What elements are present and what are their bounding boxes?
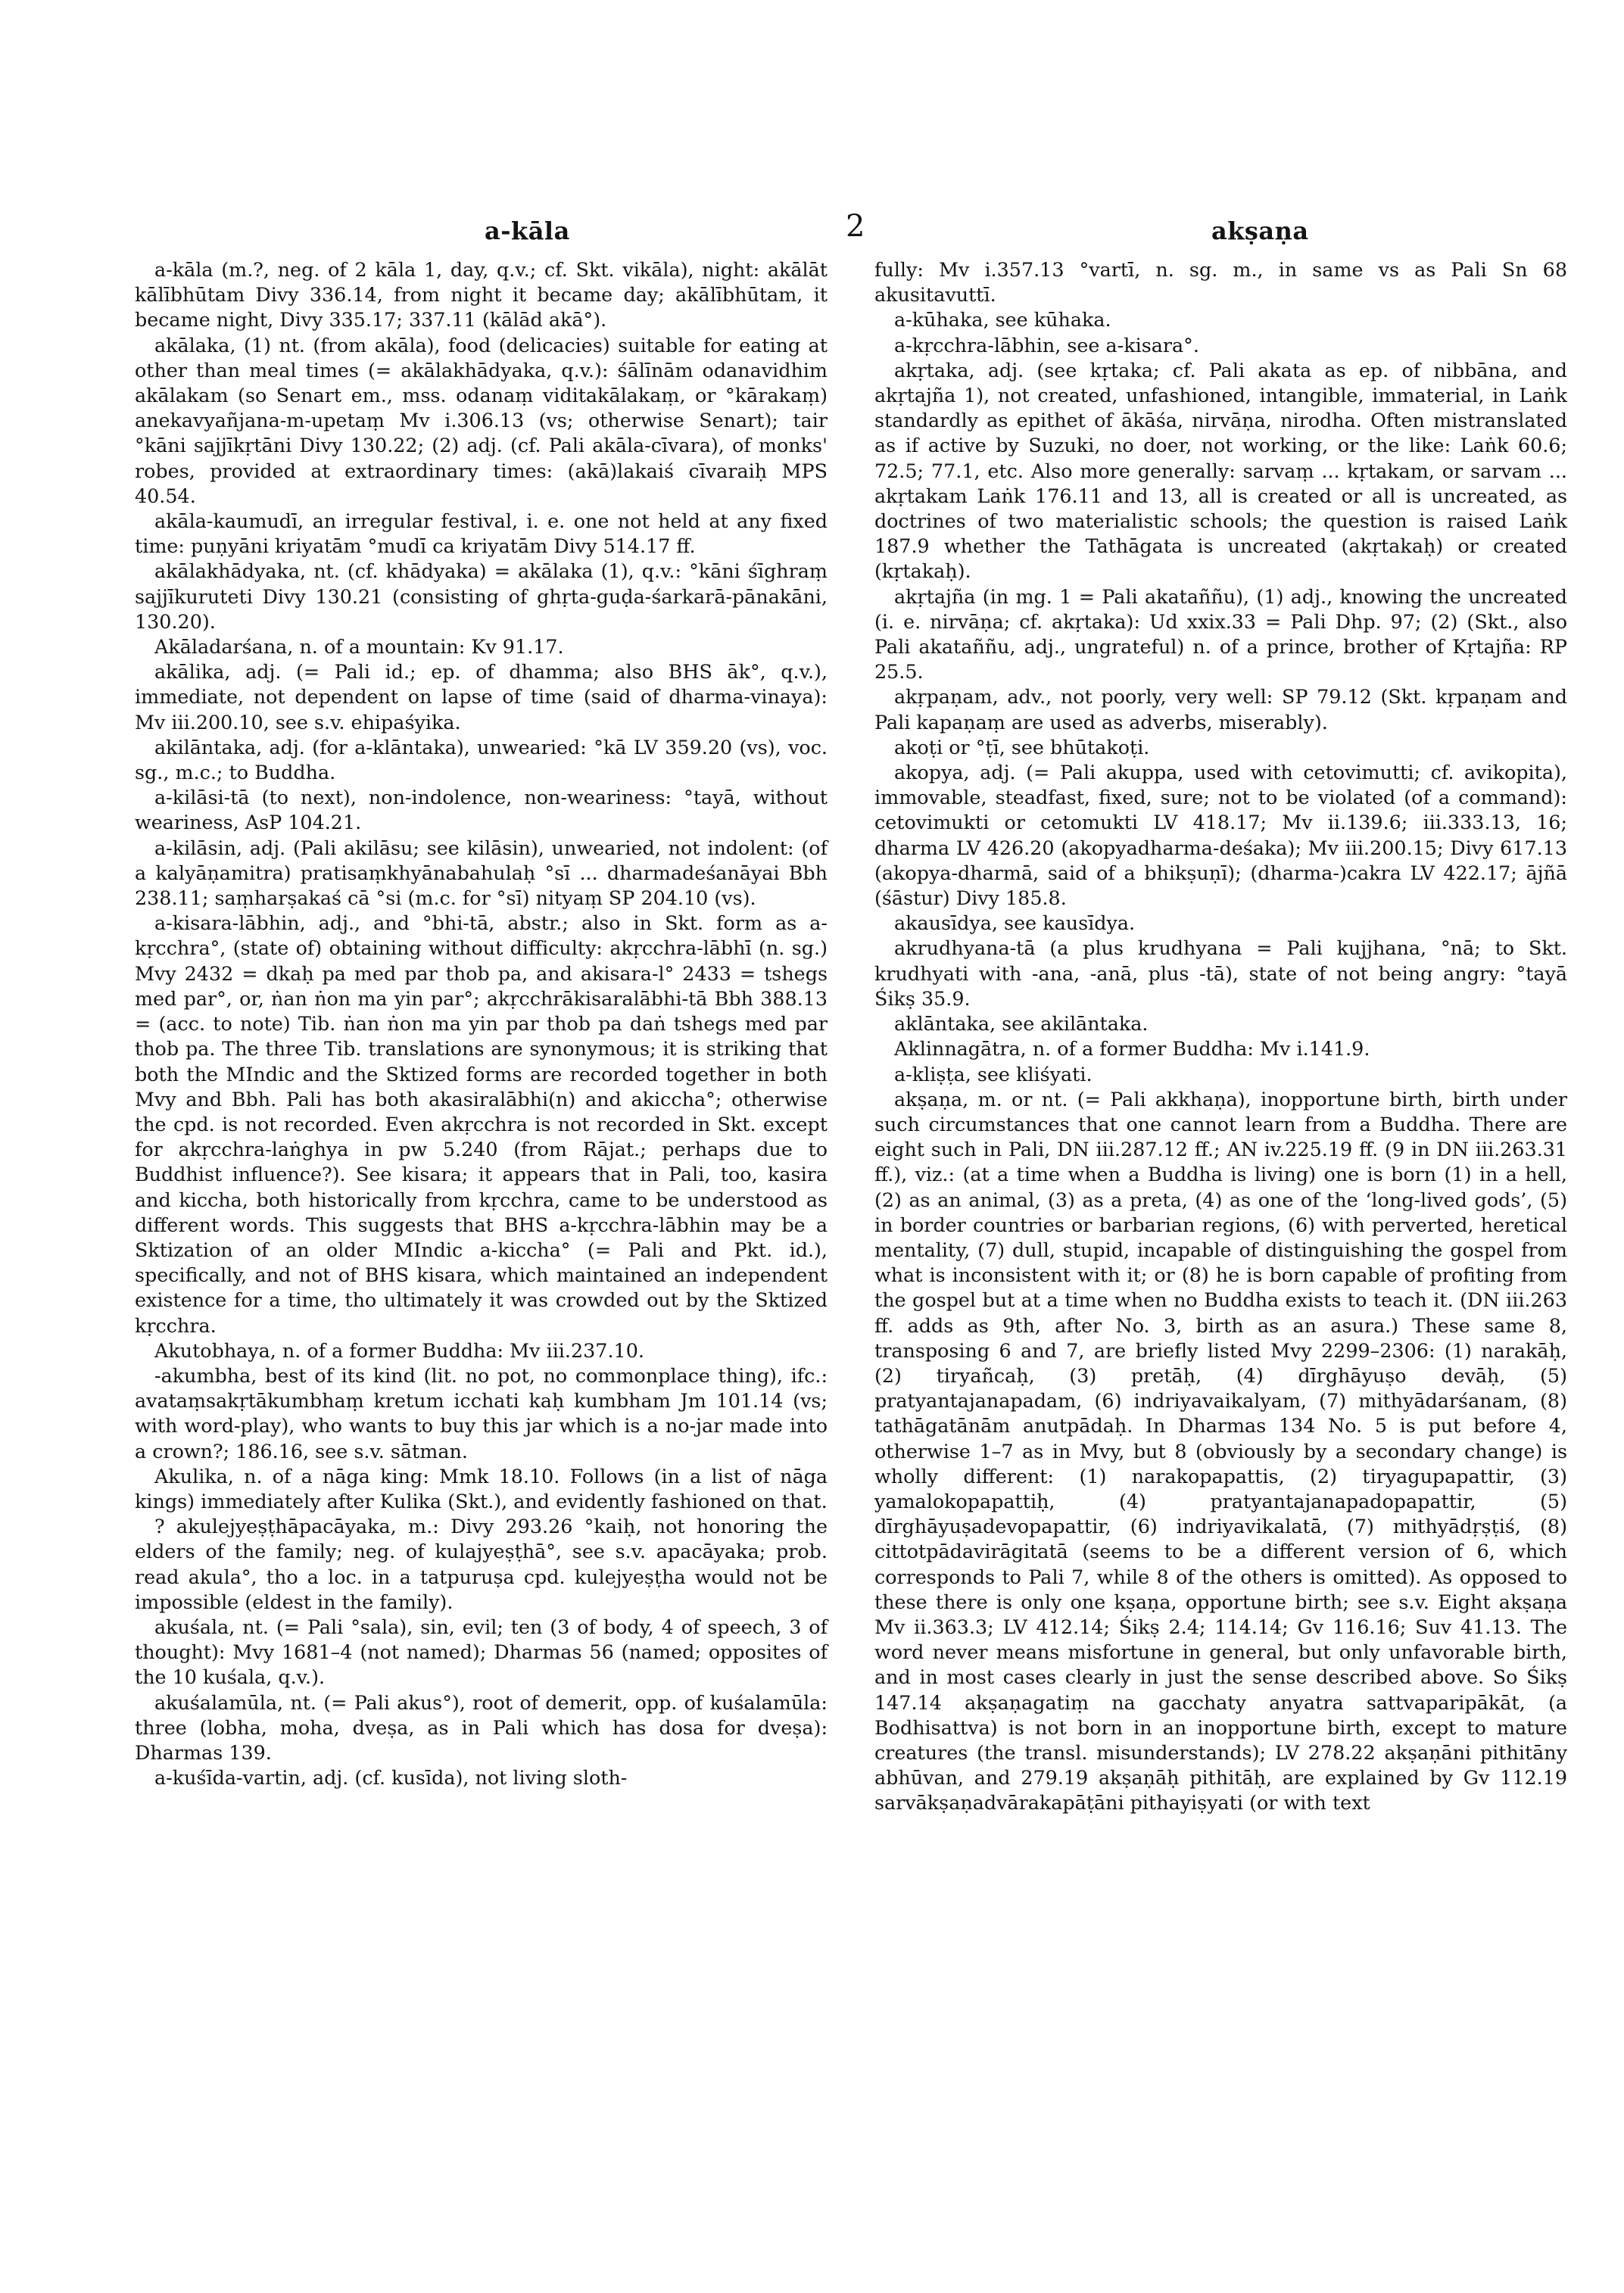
entry: a-kāla (m.?, neg. of 2 kāla 1, day, q.v.; cf. Skt. vikāla), night: akālāt kālībhūtam Divy 336.14, from night it became day; akālībhūtam, it became night, Divy 335.17; 337.11 (kālād akā°). [135,258,828,332]
entry: akopya, adj. (= Pali akuppa, used with cetovimutti; cf. avikopita), immovable, steadfast, fixed, sure; not to be violated (of a command): cetovimukti or cetomukti LV 418.17; Mv ii.139.6; iii.333.13, 16; dharma LV 426.20 (akopyadharma-deśaka); Mv iii.200.15; Divy 617.13 (akopya-dharmā, said of a bhikṣuṇī); (dharma-)cakra LV 422.17; ājñā (śāstur) Divy 185.8. [874,761,1567,910]
entry: a-kilāsi-tā (to next), non-indolence, non-weariness: °tayā, without weariness, AsP 104.21. [135,786,828,834]
entry: akrudhyana-tā (a plus krudhyana = Pali kujjhana, °nā; to Skt. krudhyati with -ana, -anā, plus -tā), state of not being angry: °tayā Śikṣ 35.9. [874,936,1567,1010]
entry: Akutobhaya, n. of a former Buddha: Mv iii.237.10. [154,1338,644,1362]
entry: akoṭi or °ṭī, see bhūtakoṭi. [894,735,1150,759]
entry: Akulika, n. of a nāga king: Mmk 18.10. Follows (in a list of nāga kings) immediately after Kulika (Skt.), and evidently fashioned on that. [135,1464,828,1513]
entry: akuśala, nt. (= Pali °sala), sin, evil; ten (3 of body, 4 of speech, 3 of thought): Mvy 1681–4 (not named); Dharmas 56 (named; opposites of the 10 kuśala, q.v.). [135,1615,828,1689]
entry: akṛtajña (in mg. 1 = Pali akataññu), (1) adj., knowing the uncreated (i. e. nirvāṇa; cf. akṛtaka): Ud xxix.33 = Pali Dhp. 97; (2) (Skt., also Pali akataññu, adj., ungrateful) n. of a prince, brother of Kṛtajña: RP 25.5. [874,584,1567,684]
entry: akṣaṇa, m. or nt. (= Pali akkhaṇa), inopportune birth, birth under such circumstances that one cannot learn from a Buddha. There are eight such in Pali, DN iii.287.12 ff.; AN iv.225.19 ff. (9 in DN iii.263.31 ff.), viz.: (at a time when a Buddha is living) one is born (1) in a hell, (2) as an animal, (3) as a preta, (4) as one of the ‘long-lived gods’, (5) in border countries or barbarian regions, (6) with perverted, heretical mentality, (7) dull, stupid, incapable of distinguishing the gospel from what is inconsistent with it; or (8) he is born capable of profiting from the gospel but at a time when no Buddha exists to teach it. (DN iii.263 ff. adds as 9th, after No. 3, birth as an asura.) These same 8, transposing 6 and 7, are briefly listed Mvy 2299–2306: (1) narakāḥ, (2) tiryañcaḥ, (3) pretāḥ, (4) dīrghāyuṣo devāḥ, (5) pratyantajanapadam, (6) indriyavaikalyam, (7) mithyādarśanam, (8) tathāgatānām anutpādaḥ. In Dharmas 134 No. 5 is put before 4, otherwise 1–7 as in Mvy, but 8 (obviously by a secondary change) is wholly different: (1) narakopapattis, (2) tiryagupapattir, (3) yamalokopapattiḥ, (4) pratyantajanapadopapattir, (5) dīrghāyuṣadevopapattir, (6) indriyavikalatā, (7) mithyādṛṣṭiś, (8) cittotpādavirāgitatā (seems to be a different version of 6, which corresponds to Pali 7, while 8 of the others is omitted). As opposed to these there is only one kṣaṇa, opportune birth; see s.v. Eight akṣaṇa Mv ii.363.3; LV 412.14; Śikṣ 2.4; 114.14; Gv 116.16; Suv 41.13. The word never means misfortune in general, but only unfavorable birth, and in most cases clearly in just the sense described above. So Śikṣ 147.14 akṣaṇagatiṃ na gacchaty anyatra sattvaparipākāt, (a Bodhisattva) is not born in an inopportune birth, except to mature creatures (the transl. misunderstands); LV 278.22 akṣaṇāni pithitāny abhūvan, and 279.19 akṣaṇāḥ pithitāḥ, are explained by Gv 112.19 sarvākṣaṇadvārakapāṭāni pithayiṣyati (or with text [874,1087,1567,1815]
entry: akuśalamūla, nt. (= Pali akus°), root of demerit, opp. of kuśalamūla: three (lobha, moha, dveṣa, as in Pali which has dosa for dveṣa): Dharmas 139. [135,1690,828,1764]
left-column [135,257,828,1790]
page-number: 2 [846,209,865,244]
entry: a-kṛcchra-lābhin, see a-kisara°. [894,333,1199,357]
entry: a-kliṣṭa, see kliśyati. [894,1062,1093,1086]
entry: Akāladarśana, n. of a mountain: Kv 91.17. [154,635,564,659]
entry: a-kisara-lābhin, adj., and °bhi-tā, abstr.; also in Skt. form as a-kṛcchra°, (state of) obtaining without difficulty: akṛcchra-lābhī (n. sg.) Mvy 2432 = dkaḥ pa med par thob pa, and akisara-l° 2433 = tshegs med par°, or, ṅan ṅon ma yin par°; akṛcchrākisaralābhi-tā Bbh 388.13 = (acc. to note) Tib. ṅan ṅon ma yin par thob pa daṅ tshegs med par thob pa. The three Tib. translations are synonymous; it is striking that both the MIndic and the Sktized forms are recorded together in both Mvy and Bbh. Pali has both akasiralābhi(n) and akiccha°; otherwise the cpd. is not recorded. Even akṛcchra is not recorded in Skt. except for akṛcchra-laṅghya in pw 5.240 (from Rājat.; perhaps due to Buddhist influence?). See kisara; it appears that in Pali, too, kasira and kiccha, both historically from kṛcchra, came to be understood as different words. This suggests that BHS a-kṛcchra-lābhin may be a Sktization of an older MIndic a-kiccha° (= Pali and Pkt. id.), specifically, and not of BHS kisara, which maintained an independent existence for a time, tho ultimately it was crowded out by the Sktized kṛcchra. [135,911,828,1337]
entry-continuation: fully: Mv i.357.13 °vartī, n. sg. m., in same vs as Pali Sn 68 akusitavuttī. [874,258,1567,307]
right-column [874,257,1567,1816]
entry: akālaka, (1) nt. (from akāla), food (delicacies) suitable for eating at other than meal times (= akālakhādyaka, q.v.): śālīnām odanavidhim akālakam (so Senart em., mss. odanaṃ viditakālakaṃ, or °kārakaṃ) anekavyañjana-m-upetaṃ Mv i.306.13 (vs; otherwise Senart); tair °kāni sajjīkṛtāni Divy 130.22; (2) adj. (cf. Pali akāla-cīvara), of monks' robes, provided at extraordinary times: (akā)lakaiś cīvaraiḥ MPS 40.54. [135,333,828,507]
running-head-right: akṣaṇa [1211,217,1309,245]
entry: a-kuśīda-vartin, adj. (cf. kusīda), not living sloth- [154,1766,628,1790]
entry: a-kūhaka, see kūhaka. [894,308,1111,332]
entry: -akumbha, best of its kind (lit. no pot, no commonplace thing), ifc.: avataṃsakṛtākumbhaṃ kretum icchati kaḥ kumbham Jm 101.14 (vs; with word-play), who wants to buy this jar which is a no-jar made into a crown?; 186.16, see s.v. sātman. [135,1363,828,1463]
entry: akṛtaka, adj. (see kṛtaka; cf. Pali akata as ep. of nibbāna, and akṛtajña 1), not created, unfashioned, intangible, immaterial, in Laṅk standardly as epithet of ākāśa, nirvāṇa, nirodha. Often mistranslated as if active by Suzuki, no doer, not working, or the like: Laṅk 60.6; 72.5; 77.1, etc. Also more generally: sarvaṃ ... kṛtakam, or sarvam ... akṛtakam Laṅk 176.11 and 13, all is created or all is uncreated, as doctrines of two materialistic schools; the question is raised Laṅk 187.9 whether the Tathāgata is uncreated (akṛtakaḥ) or created (kṛtakaḥ). [874,358,1567,583]
entry: akilāntaka, adj. (for a-klāntaka), unwearied: °kā LV 359.20 (vs), voc. sg., m.c.; to Buddha. [135,735,828,784]
entry: Aklinnagātra, n. of a former Buddha: Mv i.141.9. [894,1037,1370,1061]
entry: akālakhādyaka, nt. (cf. khādyaka) = akālaka (1), q.v.: °kāni śīghraṃ sajjīkuruteti Divy 130.21 (consisting of ghṛta-guḍa-śarkarā-pānakāni, 130.20). [135,559,828,633]
entry: akālika, adj. (= Pali id.; ep. of dhamma; also BHS āk°, q.v.), immediate, not dependent on lapse of time (said of dharma-vinaya): Mv iii.200.10, see s.v. ehipaśyika. [135,660,828,734]
entry: akṛpaṇam, adv., not poorly, very well: SP 79.12 (Skt. kṛpaṇam and Pali kapaṇaṃ are used as adverbs, miserably). [874,685,1567,734]
entry: a-kilāsin, adj. (Pali akilāsu; see kilāsin), unwearied, not indolent: (of a kalyāṇamitra) pratisaṃkhyānabahulaḥ °sī ... dharmadeśanāyai Bbh 238.11; saṃharṣakaś cā °si (m.c. for °sī) nityaṃ SP 204.10 (vs). [135,836,828,910]
entry: ? akulejyeṣṭhāpacāyaka, m.: Divy 293.26 °kaiḥ, not honoring the elders of the family; neg. of kulajyeṣṭhā°, see s.v. apacāyaka; prob. read akula°, tho a loc. in a tatpuruṣa cpd. kulejyeṣṭha would not be impossible (eldest in the family). [135,1515,828,1613]
running-head-left: a-kāla [485,217,570,245]
entry: akāla-kaumudī, an irregular festival, i. e. one not held at any fixed time: puṇyāni kriyatām °mudī ca kriyatām Divy 514.17 ff. [135,509,828,558]
entry: aklāntaka, see akilāntaka. [894,1012,1149,1036]
entry: akausīdya, see kausīdya. [894,911,1136,935]
